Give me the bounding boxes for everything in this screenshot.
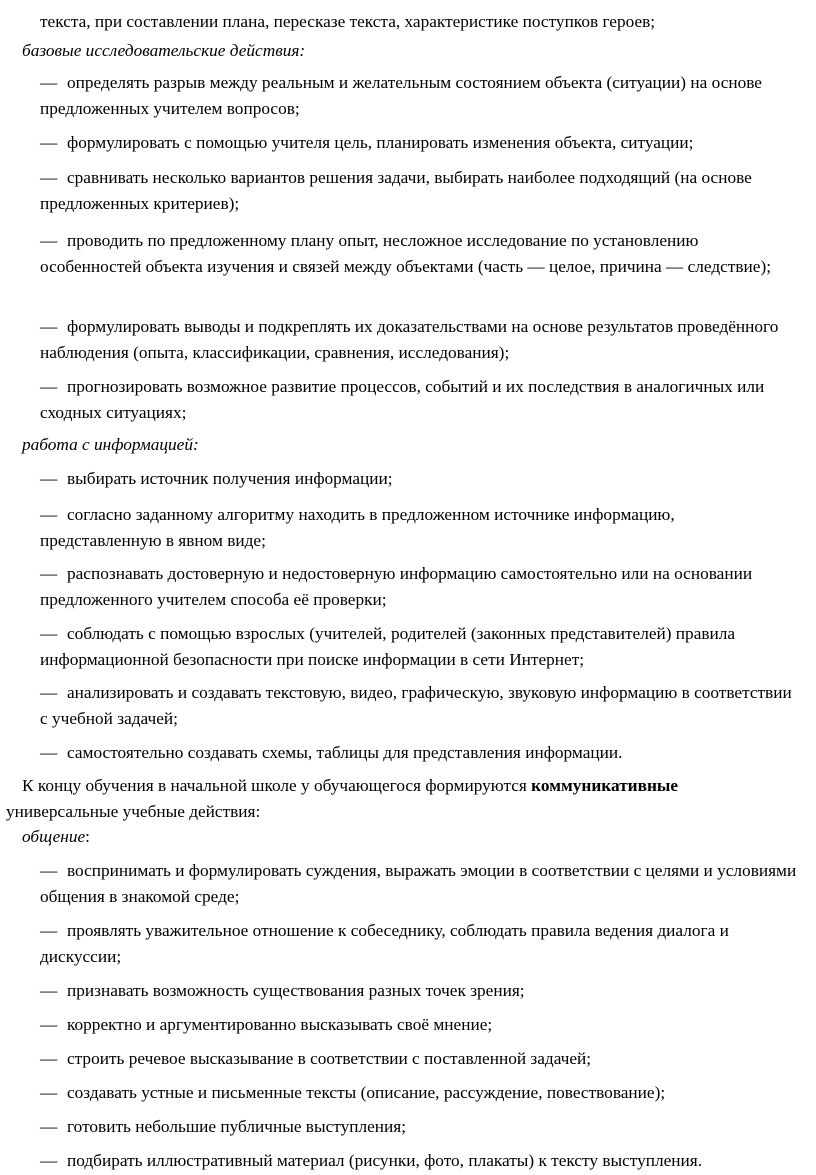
list-item: — сравнивать несколько вариантов решения задачи, выбирать наиболее подходящий (на основе предложенных критериев); — [40, 165, 800, 217]
dash: — — [40, 1083, 58, 1102]
list-item: — проявлять уважительное отношение к собеседнику, соблюдать правила ведения диалога и дискуссии; — [40, 918, 800, 970]
dash: — — [40, 743, 58, 762]
list-item: — воспринимать и формулировать суждения, выражать эмоции в соответствии с целями и условиями общения в знакомой среде; — [40, 858, 800, 910]
dash: — — [40, 981, 58, 1000]
dash: — — [40, 73, 58, 92]
dash: — — [40, 683, 58, 702]
dash: — — [40, 231, 58, 250]
list-item: — распознавать достоверную и недостоверную информацию самостоятельно или на основании предложенного учителем способа её проверки; — [40, 561, 800, 613]
list-item: — согласно заданному алгоритму находить в предложенном источнике информацию, представленную в явном виде; — [40, 502, 800, 554]
dash: — — [40, 133, 58, 152]
dash: — — [40, 624, 58, 643]
dash: — — [40, 861, 58, 880]
research-heading: базовые исследовательские действия: — [22, 41, 306, 60]
dash: — — [40, 921, 58, 940]
dash: — — [40, 168, 58, 187]
list-item: — формулировать выводы и подкреплять их доказательствами на основе результатов проведённого наблюдения (опыта, классификации, сравнения, исследования); — [40, 314, 800, 366]
continuation-text: текста, при составлении плана, пересказе текста, характеристике поступков героев; — [40, 12, 656, 31]
dash: — — [40, 564, 58, 583]
list-item: — подбирать иллюстративный материал (рисунки, фото, плакаты) к тексту выступления. — [40, 1148, 800, 1174]
list-item: — самостоятельно создавать схемы, таблицы для представления информации. — [40, 740, 800, 766]
list-item: — выбирать источник получения информации; — [40, 466, 800, 492]
list-item: — строить речевое высказывание в соответствии с поставленной задачей; — [40, 1046, 800, 1072]
dash: — — [40, 505, 58, 524]
dash: — — [40, 469, 58, 488]
comm-heading: общение: — [22, 827, 90, 846]
list-item: — признавать возможность существования разных точек зрения; — [40, 978, 800, 1004]
dash: — — [40, 1151, 58, 1170]
dash: — — [40, 1049, 58, 1068]
list-item: — готовить небольшие публичные выступления; — [40, 1114, 800, 1140]
list-item: — прогнозировать возможное развитие процессов, событий и их последствия в аналогичных или сходных ситуациях; — [40, 374, 800, 426]
list-item: — соблюдать с помощью взрослых (учителей, родителей (законных представителей) правила информационной безопасности при поиске информации в сети Интернет; — [40, 621, 800, 673]
paragraph-continuation: универсальные учебные действия: — [6, 802, 261, 821]
list-item: — проводить по предложенному плану опыт, несложное исследование по установлению особенностей объекта изучения и связей между объектами (часть — целое, причина — следствие); — [40, 228, 800, 280]
list-item: — определять разрыв между реальным и желательным состоянием объекта (ситуации) на основе предложенных учителем вопросов; — [40, 70, 800, 122]
list-item: — корректно и аргументированно высказывать своё мнение; — [40, 1012, 800, 1038]
info-heading: работа с информацией: — [22, 435, 199, 454]
list-item: — формулировать с помощью учителя цель, планировать изменения объекта, ситуации; — [40, 130, 800, 156]
dash: — — [40, 1015, 58, 1034]
dash: — — [40, 377, 58, 396]
list-item: — анализировать и создавать текстовую, видео, графическую, звуковую информацию в соответствии с учебной задачей; — [40, 680, 800, 732]
paragraph-intro: К концу обучения в начальной школе у обучающегося формируются коммуникативные — [22, 776, 679, 795]
dash: — — [40, 1117, 58, 1136]
dash: — — [40, 317, 58, 336]
bold-term: коммуникативные — [531, 776, 679, 795]
list-item: — создавать устные и письменные тексты (описание, рассуждение, повествование); — [40, 1080, 800, 1106]
